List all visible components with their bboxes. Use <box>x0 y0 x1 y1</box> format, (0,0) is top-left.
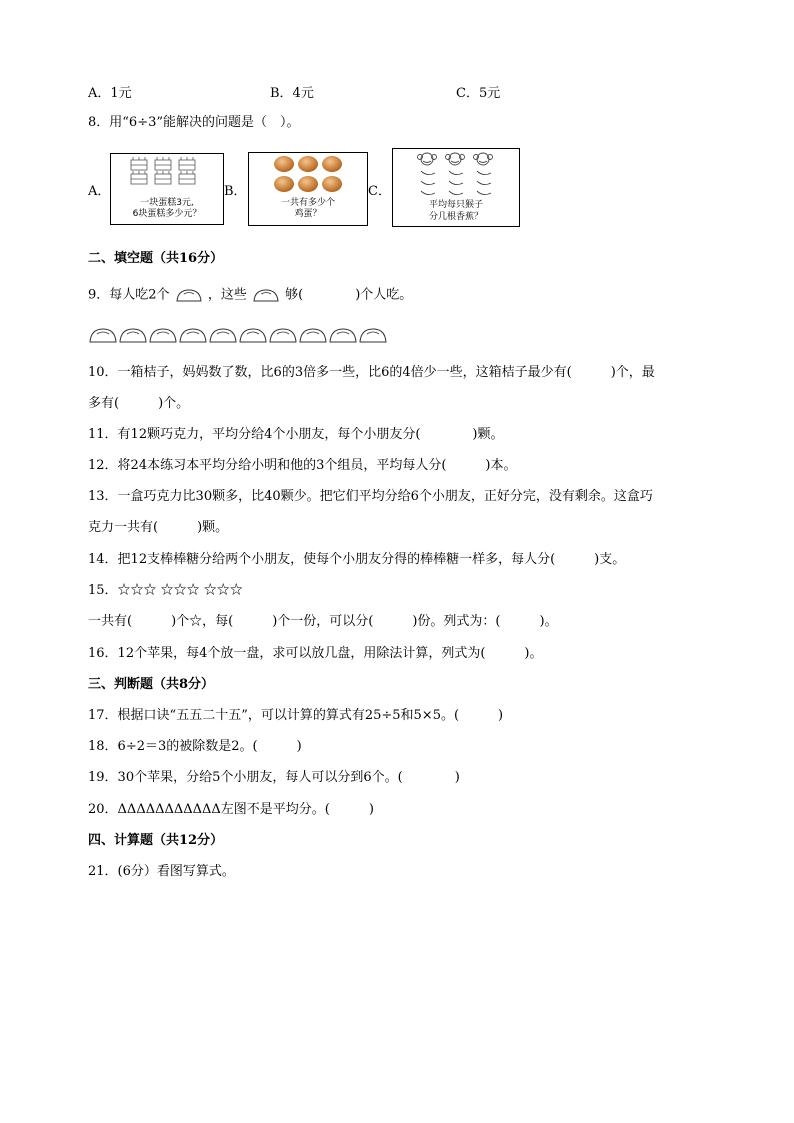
question-17: 17．根据口诀“五五二十五”，可以计算的算式有25÷5和5×5。( ) <box>88 708 504 723</box>
section-4-title: 四、计算题（共12分） <box>88 833 224 848</box>
egg-icon <box>249 153 367 197</box>
q9-part-1: 9．每人吃2个 <box>88 287 170 303</box>
monkey-banana-icon <box>393 149 519 199</box>
question-11: 11．有12颗巧克力，平均分给4个小朋友，每个小朋友分( )颗。 <box>88 427 504 442</box>
question-20: 20．ΔΔΔΔΔΔΔΔΔΔΔ左图不是平均分。( ) <box>88 802 374 817</box>
q9-part-2: ，这些 <box>207 287 247 303</box>
question-21: 21．(6分）看图写算式。 <box>88 864 235 879</box>
question-10-line-1: 10．一箱桔子，妈妈数了数，比6的3倍多一些，比6的4倍少一些，这箱桔子最少有( )个，最 <box>88 365 655 380</box>
bun-icon <box>360 329 386 342</box>
q8-caption-c-2: 分几根香蕉？ <box>428 212 483 222</box>
question-15-line-1: 15．☆☆☆ ☆☆☆ ☆☆☆ <box>88 583 243 598</box>
q8-caption-a-1: 一块蛋糕3元, <box>140 198 194 208</box>
q8-picture-a <box>110 153 224 225</box>
cake-icon <box>111 154 223 198</box>
bun-icon <box>120 329 146 342</box>
question-8-stem: 8．用“6÷3”能解决的问题是（ ）。 <box>88 115 300 130</box>
bun-icon <box>240 329 266 342</box>
section-3-title: 三、判断题（共8分） <box>88 677 215 692</box>
section-2-title: 二、填空题（共16分） <box>88 251 224 266</box>
q8-label-b: B． <box>224 184 247 199</box>
q8-caption-a-2: 6块蛋糕多少元？ <box>132 209 202 219</box>
bun-row <box>88 322 398 346</box>
question-16: 16．12个苹果，每4个放一盘，求可以放几盘，用除法计算，列式为( )。 <box>88 646 543 661</box>
bun-icon <box>330 329 356 342</box>
q8-caption-c-1: 平均每只猴子 <box>428 200 483 210</box>
question-13-line-2: 克力一共有( )颗。 <box>88 520 229 535</box>
option-b: B．4元 <box>270 86 314 101</box>
bun-icon <box>180 329 206 342</box>
bun-icon <box>90 329 116 342</box>
q8-picture-b <box>248 152 368 226</box>
bun-icon <box>270 329 296 342</box>
question-14: 14．把12支棒棒糖分给两个小朋友，使每个小朋友分得的棒棒糖一样多，每人分( )支。 <box>88 552 626 567</box>
question-9 <box>88 286 412 305</box>
question-15-line-2: 一共有( )个☆，每( )个一份，可以分( )份。列式为：( )。 <box>88 614 558 629</box>
q8-label-a: A． <box>88 184 111 199</box>
q8-caption-b-1: 一共有多少个 <box>280 198 335 208</box>
bun-icon <box>150 329 176 342</box>
question-18: 18．6÷2＝3的被除数是2。( ) <box>88 739 302 754</box>
q9-part-3: 够( )个人吃。 <box>285 287 413 303</box>
bun-icon <box>300 329 326 342</box>
question-10-line-2: 多有( )个。 <box>88 396 190 411</box>
q8-label-c: C． <box>368 184 391 199</box>
q8-caption-b-2: 鸡蛋？ <box>294 209 322 219</box>
question-13-line-1: 13．一盒巧克力比30颗多，比40颗少。把它们平均分给6个小朋友，正好分完，没有剩余。这盒巧 <box>88 489 653 504</box>
q8-picture-c <box>392 148 520 227</box>
bun-icon <box>251 286 281 304</box>
question-12: 12．将24本练习本平均分给小明和他的3个组员，平均每人分( )本。 <box>88 458 517 473</box>
question-19: 19．30个苹果，分给5个小朋友，每人可以分到6个。( ) <box>88 770 460 785</box>
bun-icon <box>210 329 236 342</box>
option-a: A．1元 <box>88 86 132 101</box>
bun-icon <box>174 286 204 304</box>
option-c: C．5元 <box>456 86 501 101</box>
